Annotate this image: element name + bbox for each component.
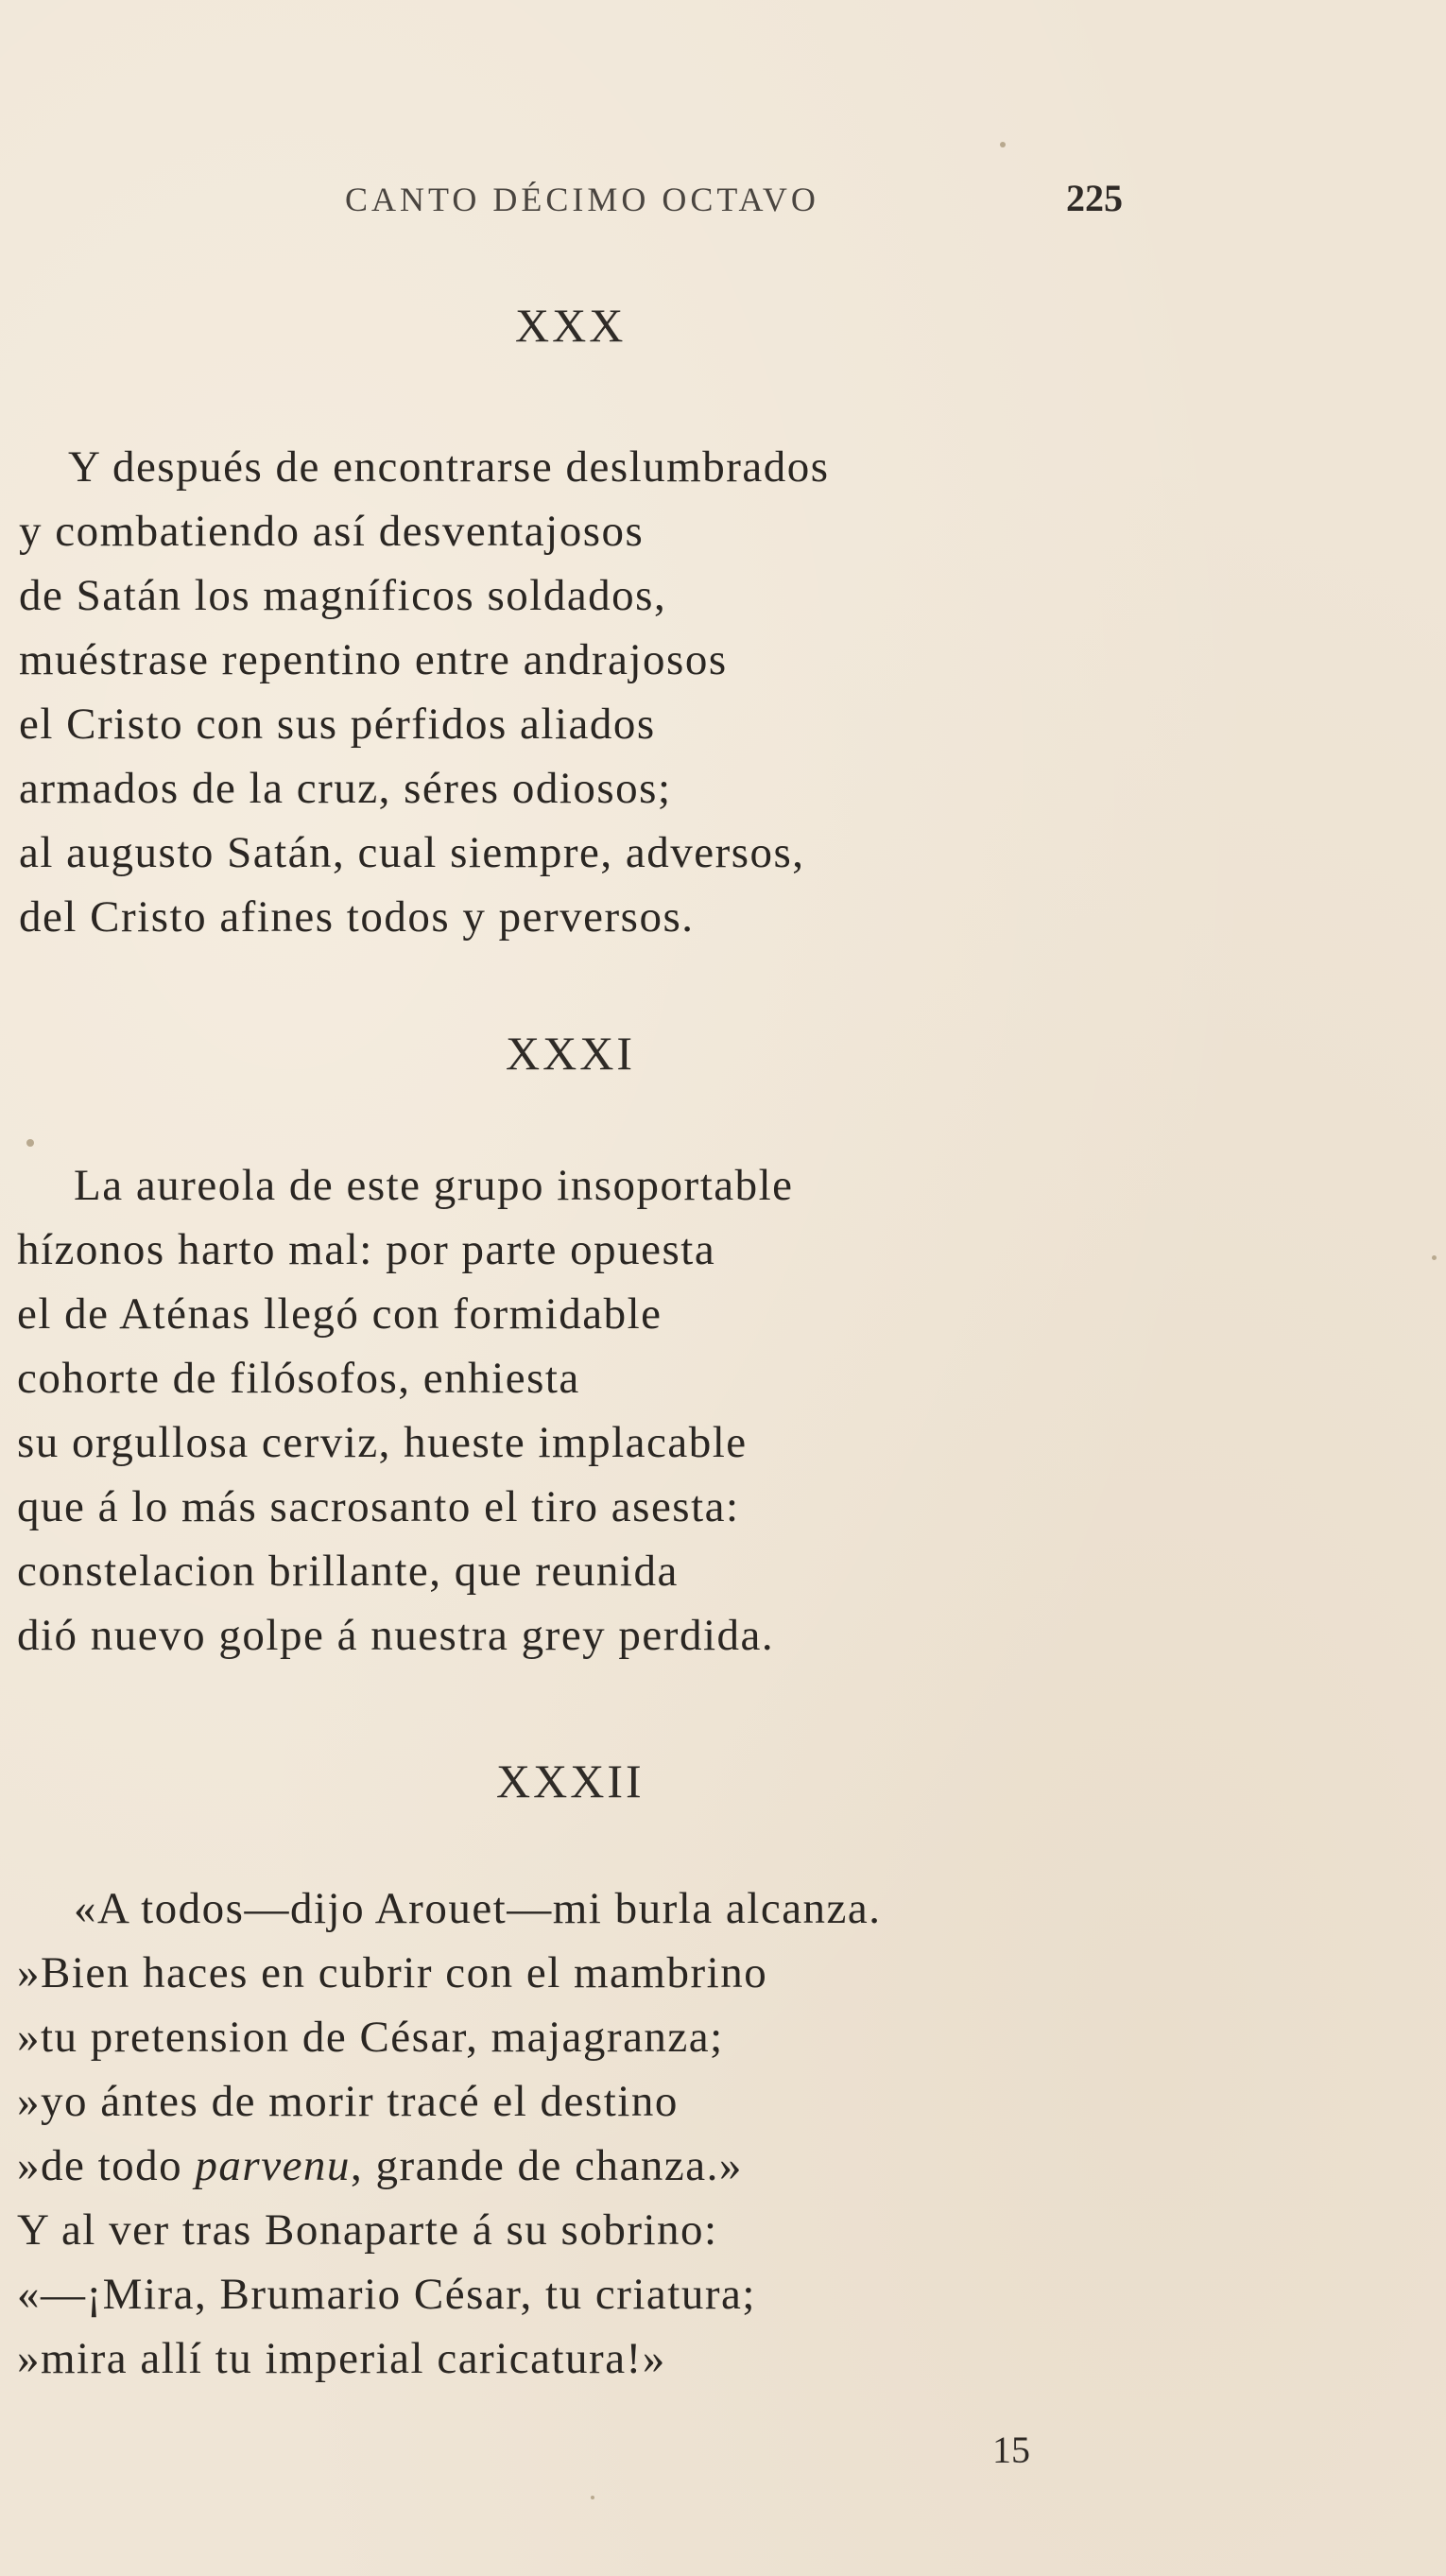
stanza-heading-xxx: XXX (515, 299, 627, 352)
paper-speck (1432, 1255, 1437, 1260)
verse-line: muéstrase repentino entre andrajosos (19, 635, 728, 684)
stanza-heading-xxxi: XXXI (506, 1027, 635, 1080)
verse-line: «—¡Mira, Brumario César, tu criatura; (17, 2270, 756, 2319)
verse-line: que á lo más sacrosanto el tiro asesta: (17, 1482, 740, 1531)
verse-line: »yo ántes de morir tracé el destino (17, 2077, 679, 2126)
verse-line: el de Aténas llegó con formidable (17, 1289, 663, 1339)
verse-line: «A todos—dijo Arouet—mi burla alcanza. (74, 1884, 882, 1933)
signature-mark: 15 (992, 2429, 1030, 2471)
verse-line: dió nuevo golpe á nuestra grey perdida. (17, 1611, 775, 1660)
verse-line: al augusto Satán, cual siempre, adversos, (19, 828, 805, 877)
stanza-heading-xxxii: XXXII (496, 1755, 645, 1807)
verse-line: La aureola de este grupo insoportable (74, 1161, 794, 1210)
verse-line: Y al ver tras Bonaparte á su sobrino: (17, 2205, 718, 2255)
verse-line: hízonos harto mal: por parte opuesta (17, 1225, 716, 1274)
verse-line-start: »de todo (17, 2141, 196, 2190)
running-title: CANTO DÉCIMO OCTAVO (345, 181, 819, 218)
stanza-xxxi (17, 1153, 794, 1668)
verse-line: constelacion brillante, que reunida (17, 1547, 679, 1596)
verse-line: »tu pretension de César, majagranza; (17, 2013, 724, 2062)
verse-line: su orgullosa cerviz, hueste implacable (17, 1418, 748, 1467)
verse-line: »Bien haces en cubrir con el mambrino (17, 1948, 768, 1997)
verse-line-end: , grande de chanza.» (350, 2141, 743, 2190)
verse-line (17, 2134, 882, 2198)
page-number: 225 (1066, 177, 1123, 219)
stanza-xxx (19, 435, 830, 949)
stanza-xxxii (17, 1876, 882, 2391)
paper-speck (591, 2496, 594, 2499)
paper-speck (26, 1139, 34, 1147)
verse-line: Y después de encontrarse deslumbrados (68, 442, 830, 492)
verse-line: de Satán los magníficos soldados, (19, 571, 667, 620)
verse-line: cohorte de filósofos, enhiesta (17, 1354, 580, 1403)
verse-line: »mira allí tu imperial caricatura!» (17, 2334, 666, 2383)
paper-speck (1000, 142, 1006, 147)
verse-line: y combatiendo así desventajosos (19, 507, 645, 556)
verse-line: del Cristo afines todos y perversos. (19, 892, 695, 942)
italic-word: parvenu (195, 2141, 351, 2190)
verse-line: el Cristo con sus pérfidos aliados (19, 700, 656, 749)
verse-line: armados de la cruz, séres odiosos; (19, 764, 672, 813)
